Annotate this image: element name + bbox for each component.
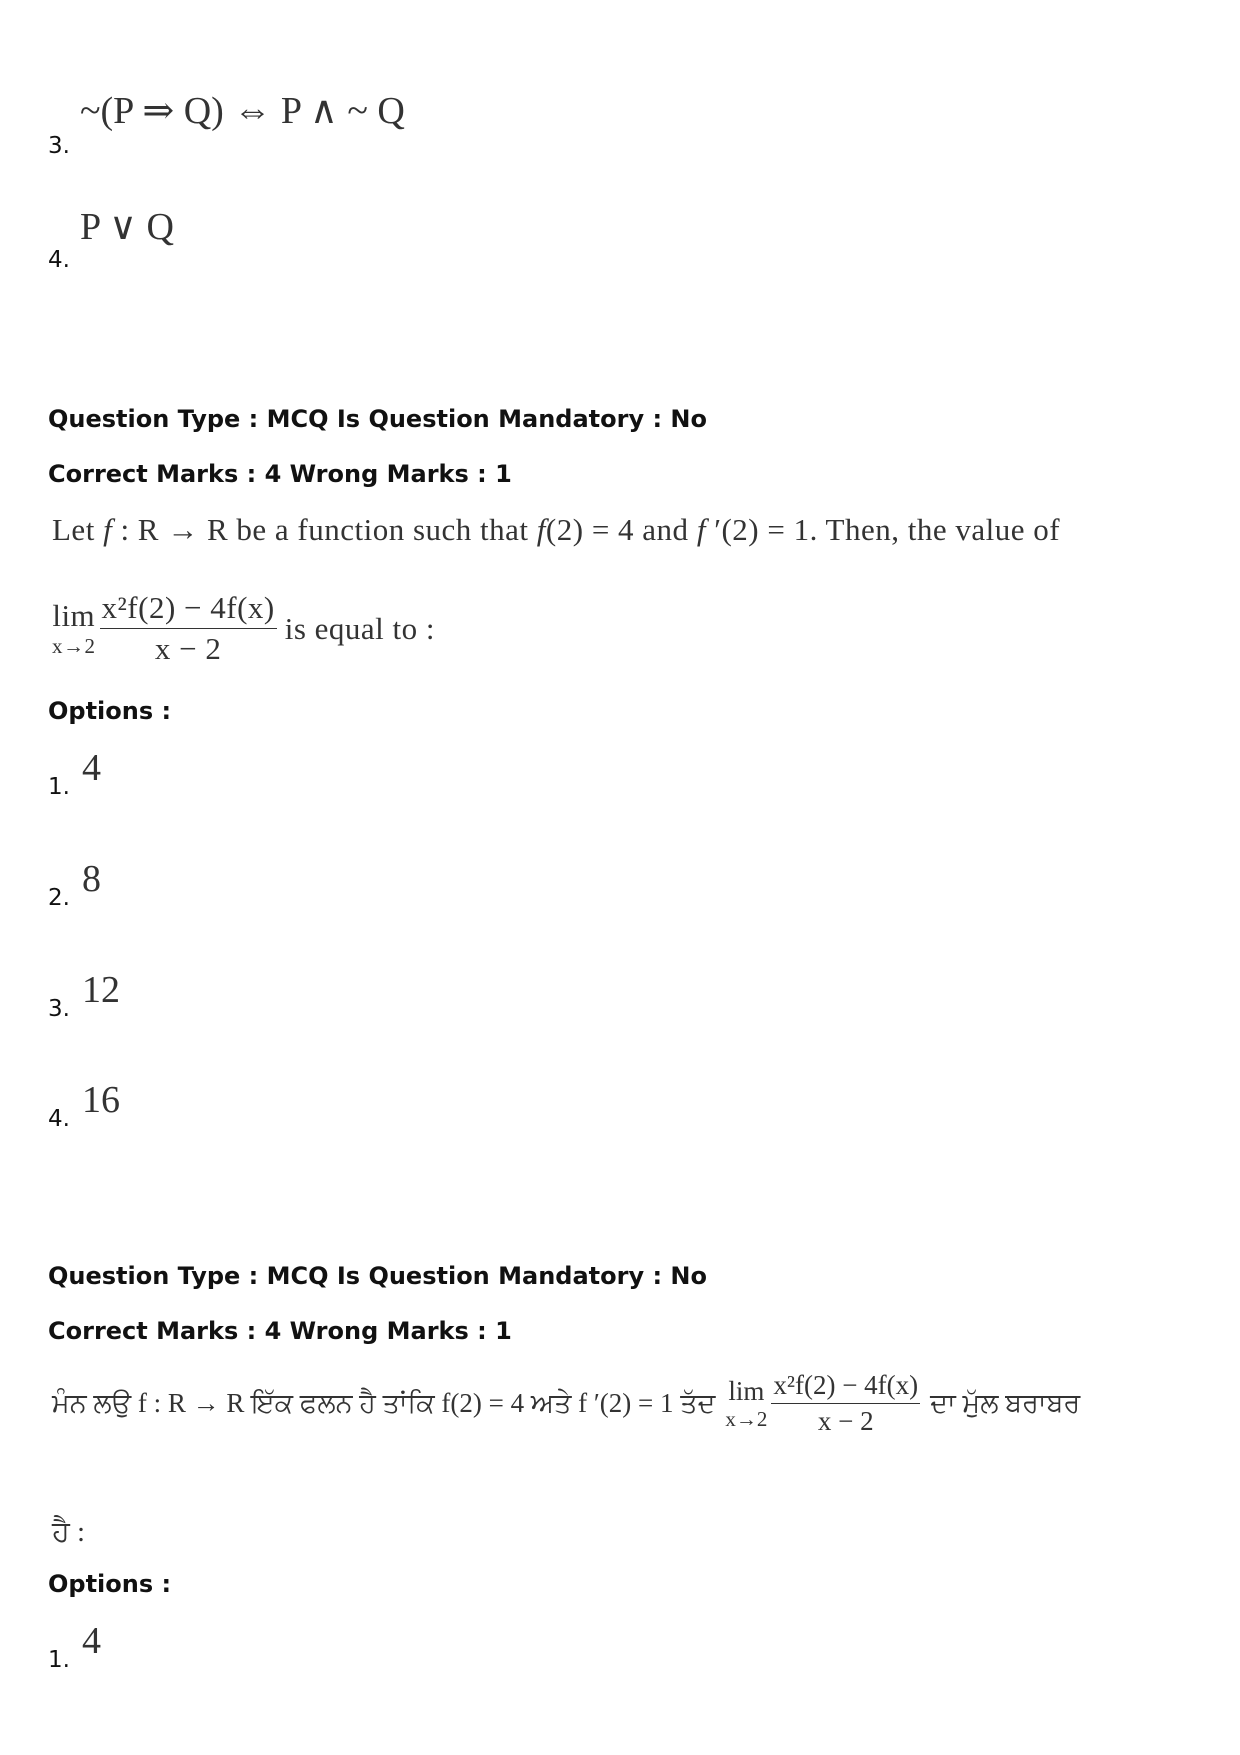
option-text: ~(P ⇒ Q) ⇔ P ∧ ~ Q [79,90,405,132]
limit-operator [725,1376,767,1432]
question-text-punjabi-end: ਹੈ : [52,1516,86,1548]
question-text [52,512,1060,548]
denominator: x − 2 [154,631,222,666]
question-text-part: ਮੰਨ ਲਉ f : R → R ਇੱਕ ਫਲਨ ਹੈ ਤਾਂਕਿ f(2) = 4 ਅਤੇ f ′(2) = 1 ਤੱਦ [52,1387,716,1418]
question-tail: is equal to : [284,610,436,646]
function-symbol: f [536,512,546,547]
option-number: 3. [48,133,70,159]
option-value: 4 [81,747,101,789]
options-label: Options : [48,1570,172,1598]
option-text: P ∨ Q [79,206,174,248]
option-value: 12 [81,969,120,1011]
option-3 [48,968,120,1022]
option-number: 1. [48,1647,70,1673]
option-value: 8 [81,858,101,900]
question-text-part: ਦਾ ਮੁੱਲ ਬਰਾਬਰ [930,1387,1081,1418]
question-text-part: : R → R be a function such that [112,512,537,547]
option-1 [48,746,101,800]
lim-subscript: x→2 [52,634,96,658]
lim-label: lim [728,1375,765,1406]
numerator: x²f(2) − 4f(x) [100,590,277,629]
option-number: 1. [48,774,70,800]
marks-line: Correct Marks : 4 Wrong Marks : 1 [48,1317,512,1345]
lim-label: lim [52,598,96,633]
function-symbol: f [696,512,706,547]
question-text-part: Let [52,512,104,547]
function-symbol: f [103,512,113,547]
numerator: x²f(2) − 4f(x) [771,1370,920,1404]
question-text-part: ′(2) = 1. Then, the value of [705,512,1061,547]
option-number: 3. [48,996,70,1022]
question-text-punjabi [52,1370,1080,1437]
option-4 [48,1078,120,1132]
lim-subscript: x→2 [725,1406,768,1431]
marks-line: Correct Marks : 4 Wrong Marks : 1 [48,460,512,488]
question-type-line: Question Type : MCQ Is Question Mandatory : No [48,1262,707,1290]
limit-operator [52,598,96,659]
option-1 [48,1619,101,1673]
denominator: x − 2 [817,1406,874,1436]
options-label: Options : [48,697,172,725]
fraction [100,590,277,667]
limit-expression [52,590,435,667]
fraction [771,1370,920,1437]
prev-option-3 [48,88,405,159]
question-type-line: Question Type : MCQ Is Question Mandatory : No [48,405,707,433]
option-number: 4. [48,247,70,273]
question-text-part: (2) = 4 and [545,512,697,547]
option-value: 16 [81,1079,120,1121]
option-value: 4 [81,1620,101,1662]
prev-option-4 [48,204,174,273]
option-number: 4. [48,1106,70,1132]
option-2 [48,857,101,911]
option-number: 2. [48,885,70,911]
